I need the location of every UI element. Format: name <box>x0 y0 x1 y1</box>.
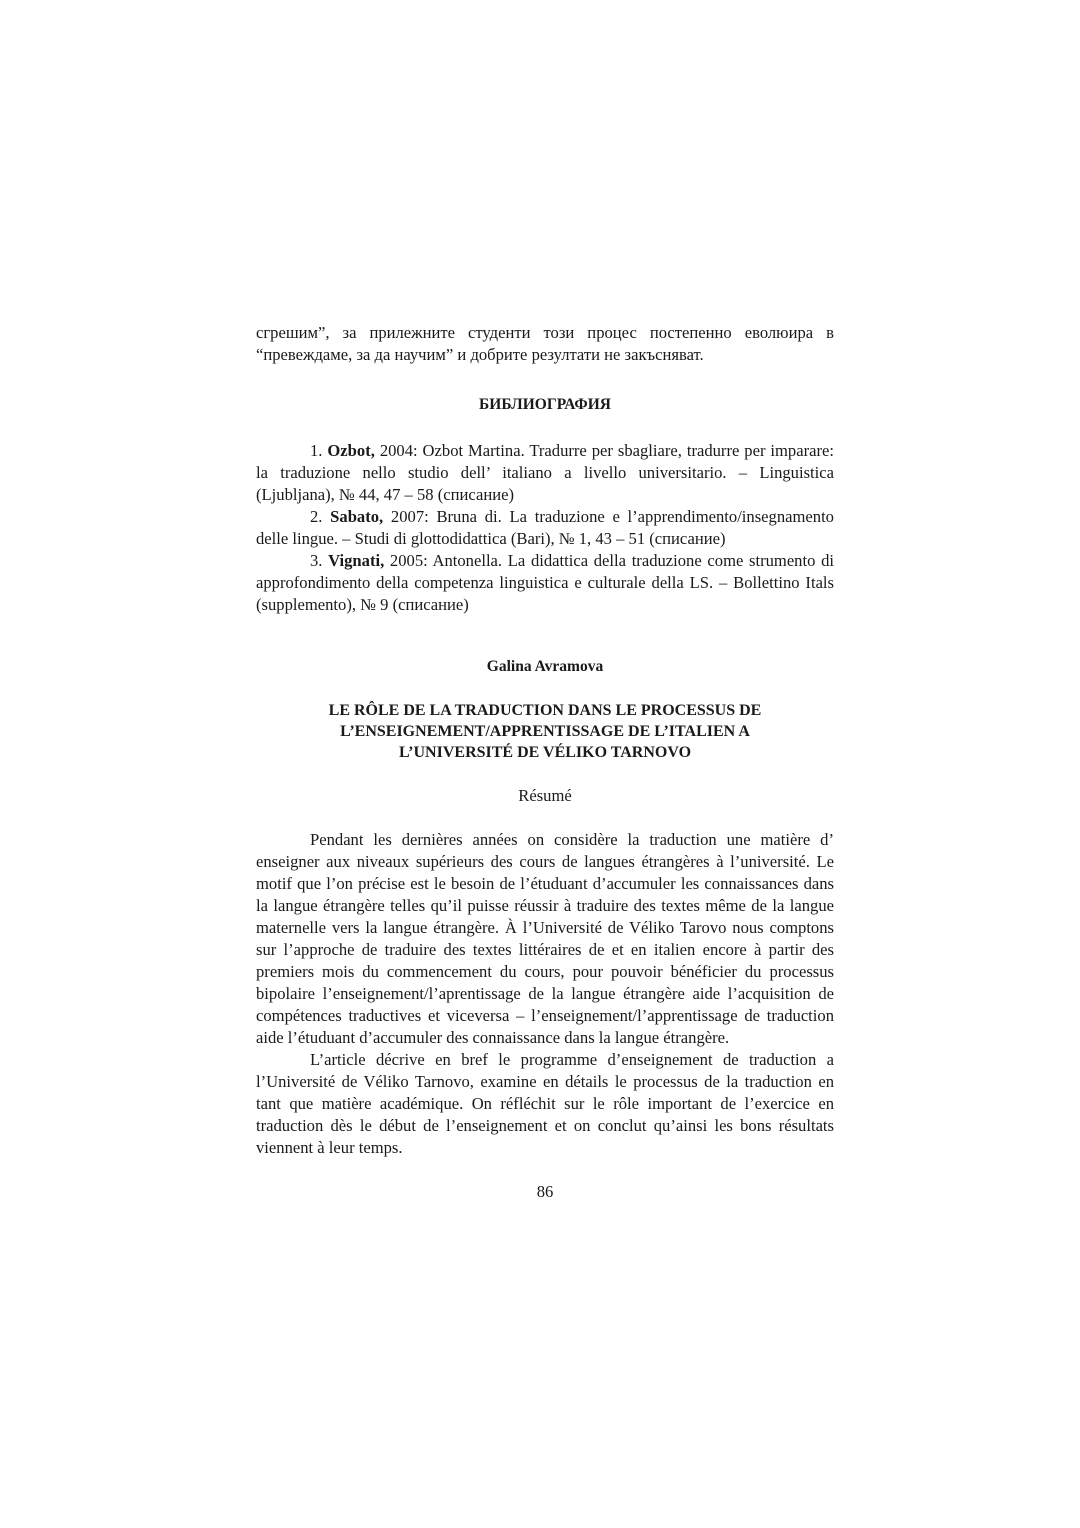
page-content <box>256 322 834 1220</box>
article-author: Galina Avramova <box>486 658 604 675</box>
intro-paragraph <box>256 322 834 366</box>
article-title-line: LE RÔLE DE LA TRADUCTION DANS LE PROCESSUS DE <box>328 702 762 719</box>
bibliography-entry <box>256 440 834 506</box>
page-number: 86 <box>536 1182 554 1201</box>
entry-number: 2. <box>310 507 323 526</box>
bibliography-entry <box>256 550 834 616</box>
entry-author: Sabato, <box>330 507 384 526</box>
intro-line-2: в “превеждаме, за да научим” и добрите резултати не закъсняват. <box>256 323 834 364</box>
article-title <box>256 700 834 763</box>
entry-text: 2004: Ozbot Martina. Tradurre per sbagliare, tradurre per imparare: la traduzione nello studio dell’ italiano a livello universitario. – Linguistica (Ljubljana), № 44, 47 – 58 (списание) <box>256 441 834 504</box>
bibliography-heading: БИБЛИОГРАФИЯ <box>479 396 611 413</box>
entry-number: 3. <box>310 551 323 570</box>
entry-author: Vignati, <box>328 551 385 570</box>
article-title-line: L’ENSEIGNEMENT/APPRENTISSAGE DE L’ITALIEN A <box>340 723 750 740</box>
entry-text: 2005: Antonella. La didattica della traduzione come strumento di approfondimento della competenza linguistica e culturale della LS. – Bollettino Itals (supplemento), № 9 (списание) <box>256 551 834 614</box>
resume-paragraph: L’article décrive en bref le programme d’enseignement de traduction a l’Université de Véliko Tarnovo, examine en détails le processus de la traduction en tant que matière académique. On réfléchit sur le rôle important de l’exercice en traduction dès le début de l’enseignement et on conclut qu’ainsi les bons résultats viennent à leur temps. <box>256 1050 834 1157</box>
entry-author: Ozbot, <box>327 441 375 460</box>
entry-text: 2007: Bruna di. La traduzione e l’apprendimento/insegnamento delle lingue. – Studi di glottodidattica (Bari), № 1, 43 – 51 (списание) <box>256 507 834 548</box>
bibliography-list <box>256 440 834 616</box>
resume-paragraph: Pendant les dernières années on considère la traduction une matière d’ enseigner aux niveaux supérieurs des cours de langues étrangères à l’université. Le motif que l’on précise est le besoin de l’étuduant d’accumuler les connaissances dans la langue étrangère telles qu’il puisse réussir à traduire des textes même de la langue maternelle vers la langue étrangère. À l’Université de Véliko Tarovo nous comptons sur l’approche de traduire des textes littéraires de et en italien encore à partir des premiers mois du commencement du cours, pour pouvoir bénéficier du processus bipolaire l’enseignement/l’aprentissage de la langue étrangère aide l’acquisition de compétences traductives et viceversa – l’enseignement/l’apprentissage de traduction aide l’étuduant d’accumuler des connaissance dans la langue étrangère. <box>256 830 834 1047</box>
resume-label: Résumé <box>518 786 572 805</box>
entry-number: 1. <box>310 441 323 460</box>
article-title-line: L’UNIVERSITÉ DE VÉLIKO TARNOVO <box>398 744 692 761</box>
bibliography-entry <box>256 506 834 550</box>
intro-line-1: сгрешим”, за прилежните студенти този процес постепенно еволюира <box>256 323 814 342</box>
